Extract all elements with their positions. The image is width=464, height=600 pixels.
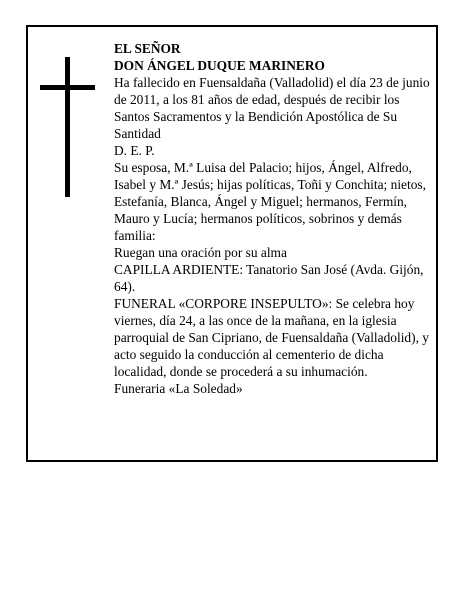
funeral-home: Funeraria «La Soledad» (114, 381, 243, 396)
obituary-text (114, 40, 436, 397)
prayer-request: Ruegan una oración por su alma (114, 245, 287, 260)
family-list: Su esposa, M.ª Luisa del Palacio; hijos, Ángel, Alfredo, Isabel y M.ª Jesús; hijas políticas, Toñi y Conchita; nietos, Estefanía, Blanca, Ángel y Miguel; hermanos, Fermín, Mauro y Lucía; hermanos políticos, sobrinos y demás familia: (114, 160, 426, 243)
cross-horizontal-bar (40, 85, 95, 90)
title-line-1: EL SEÑOR (114, 41, 181, 56)
obituary-notice (26, 25, 438, 462)
death-announcement: Ha fallecido en Fuensaldaña (Valladolid) el día 23 de junio de 2011, a los 81 años de edad, después de recibir los Santos Sacramentos y la Bendición Apostólica de Su Santidad (114, 75, 430, 141)
funeral-info: FUNERAL «CORPORE INSEPULTO»: Se celebra hoy viernes, día 24, a las once de la mañana, en la iglesia parroquial de San Cipriano, de Fuensaldaña (Valladolid), y acto seguido la conducción al cementerio de dicha localidad, donde se procederá a su inhumación. (114, 296, 429, 379)
chapel-info: CAPILLA ARDIENTE: Tanatorio San José (Avda. Gijón, 64). (114, 262, 424, 294)
dep-line: D. E. P. (114, 143, 155, 158)
cross-vertical-bar (65, 57, 70, 197)
deceased-name: DON ÁNGEL DUQUE MARINERO (114, 58, 325, 73)
